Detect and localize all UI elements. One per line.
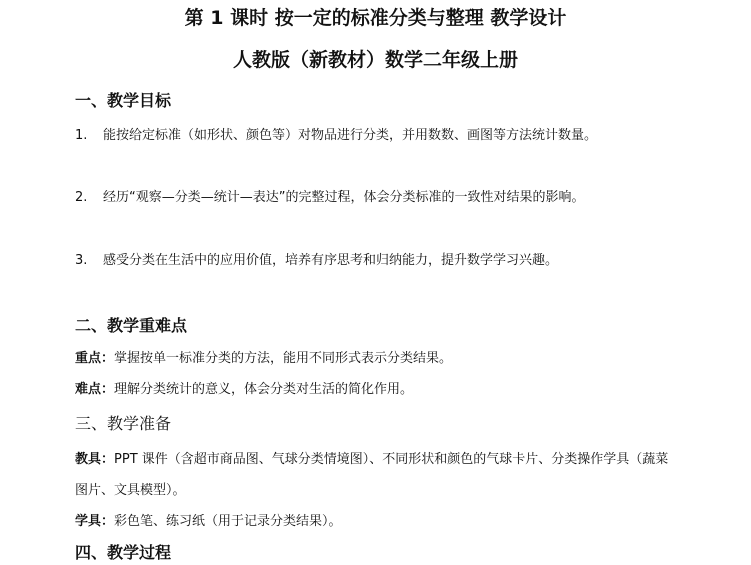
objective-item-3: [75, 245, 675, 276]
objective-item-1: [75, 120, 675, 151]
key-point-text: 掌握按单一标准分类的方法，能用不同形式表示分类结果。: [114, 351, 453, 366]
section-heading-objectives: 一、教学目标: [75, 91, 172, 110]
section-heading-preparation: 三、教学准备: [75, 414, 172, 433]
teacher-materials-paragraph: [75, 444, 675, 506]
student-materials-text: 彩色笔、练习纸（用于记录分类结果）。: [114, 514, 342, 529]
student-materials-label: 学具：: [75, 514, 115, 529]
difficult-point-paragraph: [75, 374, 675, 405]
teacher-materials-text: PPT 课件（含超市商品图、气球分类情境图）、不同形状和颜色的气球卡片、分类操作学具（蔬菜图片、文具模型）。: [75, 452, 669, 498]
teacher-materials-label: 教具：: [75, 452, 115, 467]
difficult-point-text: 理解分类统计的意义，体会分类对生活的简化作用。: [114, 382, 414, 397]
document-title: 第 1 课时 按一定的标准分类与整理 教学设计: [184, 7, 567, 29]
student-materials-paragraph: [75, 506, 675, 537]
objective-text: 感受分类在生活中的应用价值，培养有序思考和归纳能力，提升数学学习兴趣。: [103, 253, 559, 268]
objective-number: 3.: [75, 253, 88, 268]
objective-item-2: [75, 182, 675, 213]
section-heading-process: 四、教学过程: [75, 543, 172, 562]
objective-text: 经历“观察—分类—统计—表达”的完整过程，体会分类标准的一致性对结果的影响。: [103, 190, 585, 205]
key-point-paragraph: [75, 343, 675, 374]
objective-number: 2.: [75, 190, 88, 205]
objective-number: 1.: [75, 128, 88, 143]
section-heading-key-points: 二、教学重难点: [75, 316, 188, 335]
document-subtitle: 人教版（新教材）数学二年级上册: [232, 49, 518, 71]
difficult-point-label: 难点：: [75, 382, 115, 397]
key-point-label: 重点：: [75, 351, 115, 366]
objective-text: 能按给定标准（如形状、颜色等）对物品进行分类，并用数数、画图等方法统计数量。: [103, 128, 598, 143]
